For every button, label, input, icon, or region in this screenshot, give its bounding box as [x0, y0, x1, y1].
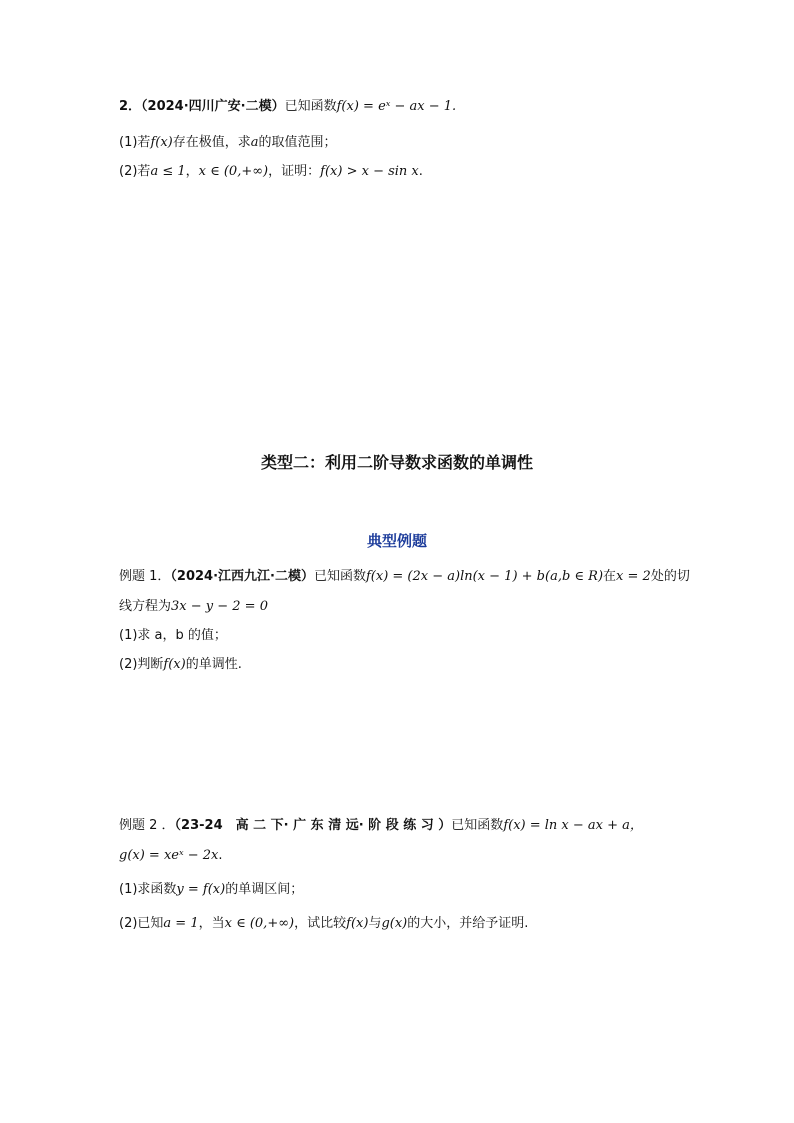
- example2-part2-suffix: 的大小，并给予证明.: [407, 916, 529, 931]
- example1-line2: [119, 598, 268, 616]
- example1-source: （2024·江西九江·二模）: [170, 569, 314, 584]
- problem2-part2-cond1: a ≤ 1: [150, 164, 186, 179]
- problem2-part2: [119, 163, 423, 181]
- example1-part2-fx: f(x): [163, 657, 186, 672]
- problem2-part1-fx: f(x): [150, 135, 173, 150]
- problem2-part1-suffix: 的取值范围；: [258, 135, 337, 150]
- example1-line2-prefix: 线方程为: [119, 599, 172, 614]
- problem2-part2-ineq: f(x) > x − sin x: [320, 164, 419, 179]
- problem2-stem: [119, 98, 456, 116]
- problem2-part2-prefix: 若: [137, 164, 151, 179]
- example2-f-expr: f(x) = ln x − ax + a，: [503, 818, 643, 833]
- example2-part2-f: f(x): [346, 916, 369, 931]
- example1-label: 例题 1．: [119, 569, 171, 584]
- problem2-part1-prefix: 若: [137, 135, 151, 150]
- example2-part2-mid1: ，当: [198, 916, 225, 931]
- example1-stem: [119, 568, 690, 586]
- problem2-part2-cond2: x ∈ (0,+∞): [198, 164, 269, 179]
- example2-part2: [119, 915, 528, 933]
- example2-part2-a: a = 1: [163, 916, 199, 931]
- problem2-part1: [119, 134, 337, 152]
- example2-part2-mid3: 与: [368, 916, 382, 931]
- example1-part2-prefix: (2)判断: [119, 657, 164, 672]
- example2-part1: [119, 881, 303, 899]
- example1-part2: [119, 656, 242, 674]
- problem2-part2-label: (2): [119, 164, 138, 179]
- example2-part1-suffix: 的单调区间；: [225, 882, 304, 897]
- example1-point: x = 2: [616, 569, 651, 584]
- problem2-number: 2．: [119, 99, 142, 114]
- problem2-part1-a: a: [250, 135, 259, 150]
- example2-part2-prefix: (2)已知: [119, 916, 164, 931]
- problem2-part2-sep: ，: [185, 164, 199, 179]
- problem2-part2-end: .: [418, 164, 423, 179]
- section-title: 类型二：利用二阶导数求函数的单调性: [260, 453, 533, 472]
- problem2-part2-mid: ，证明：: [268, 164, 321, 179]
- example2-part2-x: x ∈ (0,+∞): [224, 916, 295, 931]
- problem2-function: f(x) = eˣ − ax − 1.: [336, 99, 457, 114]
- example1-function: f(x) = (2x − a)ln(x − 1) + b(a,b ∈ R): [365, 569, 604, 584]
- example2-part1-prefix: (1)求函数: [119, 882, 177, 897]
- example2-g-expr: g(x) = xeˣ − 2x: [119, 848, 219, 863]
- example2-part2-g: g(x): [381, 916, 408, 931]
- example2-stem: [119, 817, 643, 835]
- example2-g-end: .: [218, 848, 223, 863]
- example1-part2-suffix: 的单调性.: [185, 657, 242, 672]
- example2-part2-mid2: ，试比较: [294, 916, 347, 931]
- examples-title: 典型例题: [366, 532, 427, 550]
- example2-stem-prefix: 已知函数: [451, 818, 504, 833]
- example2-source: （23-24 高 二 下· 广 东 清 远· 阶 段 练 习 ）: [174, 818, 452, 833]
- problem2-source: （2024·四川广安·二模）: [141, 99, 285, 114]
- example1-tangent: 3x − y − 2 = 0: [171, 599, 268, 614]
- example2-part1-expr: y = f(x): [176, 882, 226, 897]
- example1-part1: (1)求 a，b 的值；: [119, 628, 227, 643]
- example1-stem-mid: 在: [603, 569, 617, 584]
- problem2-part1-label: (1): [119, 135, 138, 150]
- example2-label: 例题 2 ．: [119, 818, 175, 833]
- example1-stem-prefix: 已知函数: [313, 569, 366, 584]
- problem2-part1-mid: 存在极值，求: [172, 135, 251, 150]
- example1-stem-suffix: 处的切: [650, 569, 690, 584]
- example2-line2: [119, 847, 223, 865]
- problem2-stem-prefix: 已知函数: [284, 99, 337, 114]
